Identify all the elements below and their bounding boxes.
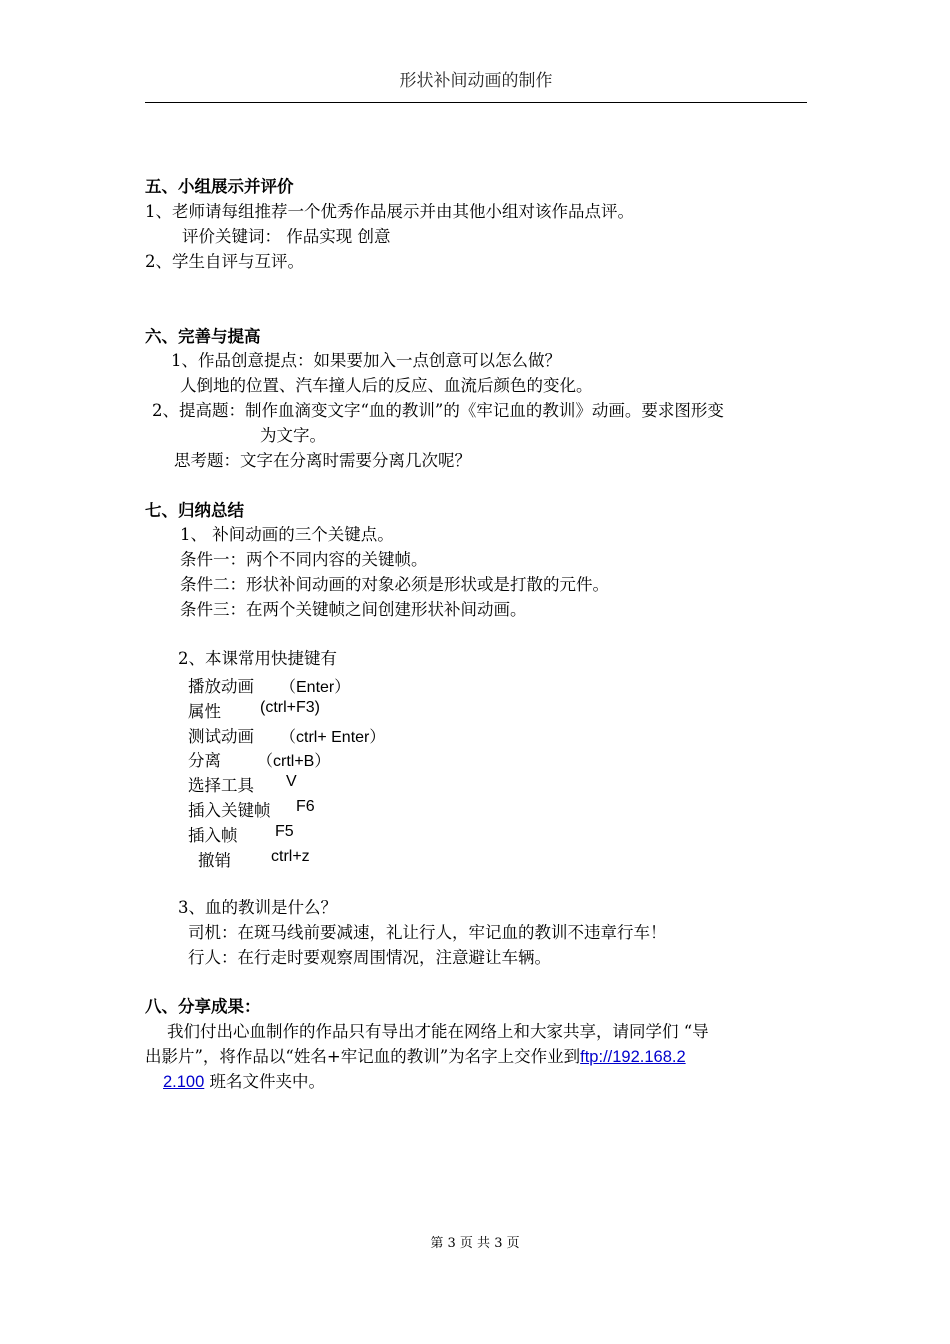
s8-line-2-text: 出影片”，将作品以“姓名+牢记血的教训”为名字上交作业到 [145,1047,581,1066]
s5-item-2: 2、学生自评与互评。 [145,252,304,271]
s7-item-3: 3、血的教训是什么？ [178,898,337,917]
shortcut-name: 插入帧 [188,826,238,845]
s8-line-2 [145,1046,686,1068]
s6-item-2: 2、提高题：制作血滴变文字“血的教训”的《牢记血的教训》动画。要求图形变 [152,401,724,420]
shortcut-key: ctrl+z [271,848,310,865]
shortcut-name: 插入关键帧 [188,801,271,820]
s5-keywords: 评价关键词： 作品实现 创意 [182,227,391,246]
section-8-heading: 八、分享成果： [145,997,261,1016]
s6-think: 思考题：文字在分离时需要分离几次呢？ [174,451,471,470]
section-5-heading: 五、小组展示并评价 [145,177,294,196]
s6-item-2-cont: 为文字。 [260,426,326,445]
s8-line-3 [163,1071,325,1093]
shortcut-name: 撤销 [198,851,231,870]
ftp-link[interactable]: ftp://192.168.2 [580,1048,686,1066]
shortcut-key: V [286,773,297,790]
page-footer: 第 3 页 共 3 页 [430,1236,520,1251]
s7-cond-2: 条件二：形状补间动画的对象必须是形状或是打散的元件。 [180,575,609,594]
s8-line-1: 我们付出心血制作的作品只有导出才能在网络上和大家共享，请同学们 “导 [167,1022,709,1041]
s7-cond-1: 条件一：两个不同内容的关键帧。 [180,550,428,569]
shortcut-key: （Enter） [280,679,351,696]
shortcut-key: F5 [275,823,294,840]
page-header-title: 形状补间动画的制作 [399,71,553,91]
shortcut-name: 选择工具 [188,776,254,795]
s6-item-1: 1、作品创意提点：如果要加入一点创意可以怎么做？ [171,351,561,370]
shortcut-name: 播放动画 [188,677,254,696]
shortcut-key: （ctrl+ Enter） [280,729,386,746]
shortcut-name: 分离 [188,751,221,770]
header-rule [145,102,807,103]
section-7-heading: 七、归纳总结 [145,501,244,520]
shortcut-key: F6 [296,798,315,815]
s7-driver: 司机：在斑马线前要减速，礼让行人，牢记血的教训不违章行车！ [188,923,667,942]
s7-item-1: 1、 补间动画的三个关键点。 [180,525,394,544]
shortcut-key: (ctrl+F3) [260,699,320,716]
s5-item-1: 1、老师请每组推荐一个优秀作品展示并由其他小组对该作品点评。 [145,202,634,221]
s8-line-3-text: 班名文件夹中。 [204,1072,326,1091]
s7-item-2: 2、本课常用快捷键有 [178,649,337,668]
section-6-heading: 六、完善与提高 [145,327,261,346]
s7-cond-3: 条件三：在两个关键帧之间创建形状补间动画。 [180,600,527,619]
shortcut-name: 属性 [188,702,221,721]
shortcut-name: 测试动画 [188,727,254,746]
shortcut-key: （crtl+B） [257,753,331,770]
s6-item-1-detail: 人倒地的位置、汽车撞人后的反应、血流后颜色的变化。 [180,376,593,395]
ftp-link-cont[interactable]: 2.100 [163,1073,205,1091]
s7-walker: 行人：在行走时要观察周围情况，注意避让车辆。 [188,948,551,967]
